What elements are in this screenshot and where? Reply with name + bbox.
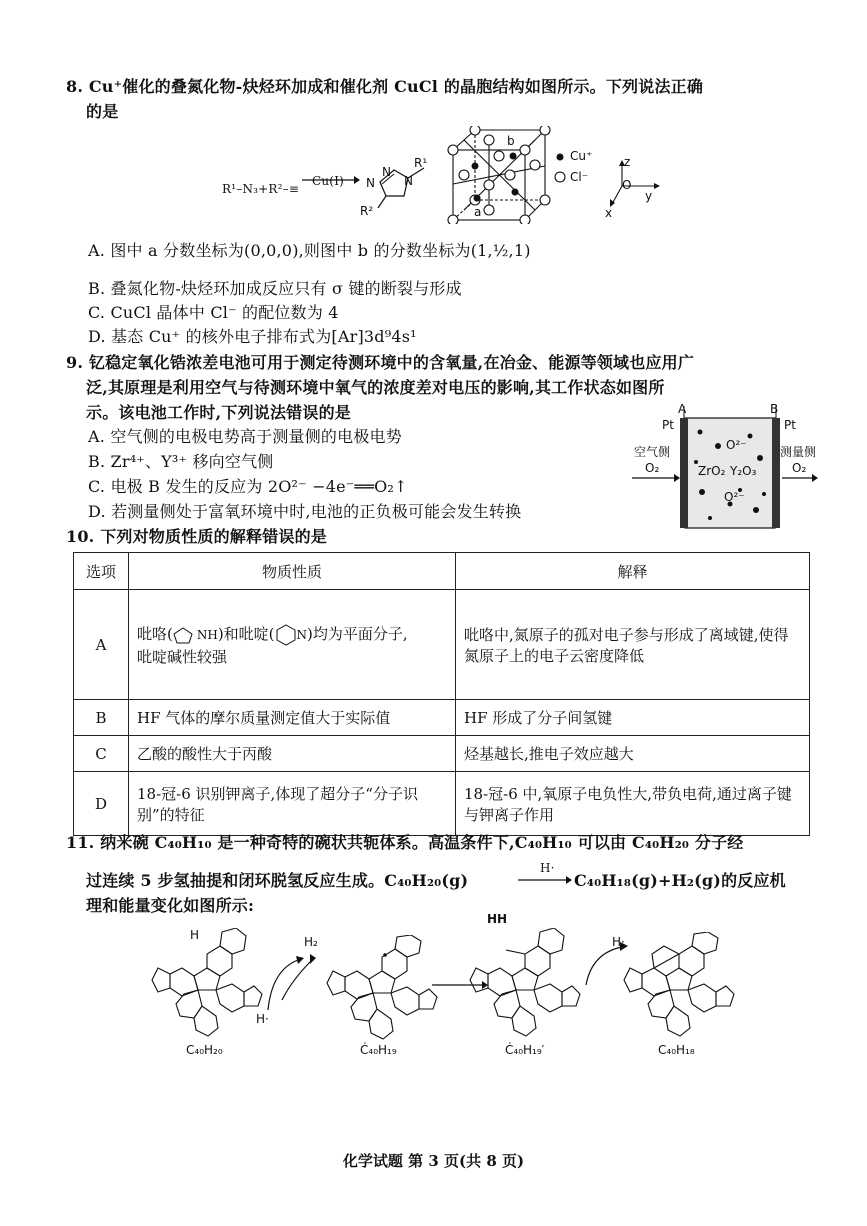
row-a-explanation: 吡咯中,氮原子的孤对电子参与形成了离域键,使得氮原子上的电子云密度降低 (456, 590, 810, 700)
q8-option-d: D. 基态 Cu⁺ 的核外电子排布式为[Ar]3d⁹4s¹ (88, 327, 417, 346)
pyrrole-ring-icon (173, 626, 197, 644)
q9-electrode-b: B (770, 402, 779, 416)
table-header-row (74, 553, 810, 590)
q8-triazole-n2: N (382, 165, 391, 179)
q11-stem-arrow-label: H· (540, 861, 555, 875)
q8-axis-o: O (622, 178, 632, 192)
page-footer: 化学试题 第 3 页(共 8 页) (342, 1152, 525, 1170)
q8-axis-y: y (645, 189, 653, 203)
row-a-prop-b: )和吡啶( (217, 624, 275, 643)
molecule-c40h20 (150, 928, 265, 1040)
molecule-c40h19-prime (468, 928, 583, 1040)
q8-cell-b-label: b (507, 134, 515, 148)
q8-stem-line2: 的是 (86, 102, 119, 121)
q9-o2-right: O₂ (792, 461, 807, 475)
q8-reaction-reactants: R¹–N₃+R²–≡ (222, 182, 300, 196)
row-a-prop-c: )均为平面分子, (307, 624, 408, 643)
row-b-option: B (74, 700, 129, 736)
h2-label: H₂ (304, 935, 318, 949)
table-row (74, 772, 810, 836)
row-a-prop-a: 吡咯( (137, 624, 173, 643)
q9-pt-left: Pt (662, 418, 674, 432)
row-c-option: C (74, 736, 129, 772)
row-b-explanation: HF 形成了分子间氢键 (456, 700, 810, 736)
q8-stem-line1: 8. Cu⁺催化的叠氮化物-炔烃环加成和催化剂 CuCl 的晶胞结构如图所示。下列说法正确 (66, 77, 704, 96)
q9-stem-line2: 泛,其原理是利用空气与待测环境中氧气的浓度差对电压的影响,其工作状态如图所 (86, 378, 665, 397)
q8-axis-x: x (605, 206, 613, 220)
row-a-prop-n: N (296, 627, 308, 642)
q8-legend-markers (554, 150, 568, 186)
q8-triazole-n3: N (404, 174, 413, 188)
q9-zro2: ZrO₂ (698, 464, 726, 478)
q9-pt-right: Pt (784, 418, 796, 432)
row-a-property (129, 590, 456, 700)
q9-o2minus-bottom: O²⁻ (724, 490, 745, 504)
q9-y2o3: Y₂O₃ (730, 464, 757, 478)
q8-option-b: B. 叠氮化物-炔烃环加成反应只有 σ 键的断裂与形成 (88, 279, 462, 298)
row-a-prop-line2: 吡啶碱性较强 (137, 647, 228, 666)
step1-curved-arrows (262, 940, 322, 1020)
q9-o2-left: O₂ (645, 461, 660, 475)
q11-stem-line2a: 过连续 5 步氢抽提和闭环脱氢反应生成。C₄₀H₂₀(g) (86, 871, 469, 890)
table-row (74, 700, 810, 736)
molecule-c40h19 (325, 935, 440, 1043)
q9-option-b: B. Zr⁴⁺、Y³⁺ 移向空气侧 (88, 452, 274, 471)
q8-product-r1: R¹ (414, 156, 428, 170)
row-c-property: 乙酸的酸性大于丙酸 (129, 736, 456, 772)
q9-option-d: D. 若测量侧处于富氧环境中时,电池的正负极可能会发生转换 (88, 502, 522, 521)
q8-option-c: C. CuCl 晶体中 Cl⁻ 的配位数为 4 (88, 303, 339, 322)
q10-stem: 10. 下列对物质性质的解释错误的是 (66, 527, 328, 546)
q8-legend-cl: Cl⁻ (570, 170, 589, 184)
q9-electrode-a: A (678, 402, 687, 416)
pyridine-ring-icon (275, 624, 297, 646)
q9-air-side: 空气侧 (634, 445, 671, 459)
row-c-explanation: 烃基越长,推电子效应越大 (456, 736, 810, 772)
m1-label: C₄₀H₂₀ (186, 1043, 223, 1057)
q9-stem-line3: 示。该电池工作时,下列说法错误的是 (86, 403, 351, 422)
q8-product-r2: R² (360, 204, 374, 218)
table-row (74, 590, 810, 700)
h-dot-in-label: H· (256, 1012, 269, 1026)
row-d-explanation: 18-冠-6 中,氧原子电负性大,带负电荷,通过离子键与钾离子作用 (456, 772, 810, 836)
row-d-property: 18-冠-6 识别钾离子,体现了超分子“分子识别”的特征 (129, 772, 456, 836)
q9-option-c: C. 电极 B 发生的反应为 2O²⁻ −4e⁻══O₂↑ (88, 477, 408, 496)
q11-stem-line3: 理和能量变化如图所示: (86, 896, 255, 915)
q8-catalyst-label: Cu(Ⅰ) (312, 174, 345, 188)
q8-legend-cu: Cu⁺ (570, 149, 593, 163)
q8-cell-a-label: a (474, 205, 482, 219)
m2-label: Ċ₄₀H₁₉ (360, 1043, 397, 1057)
m3-hh-label: HH (487, 912, 508, 926)
header-option: 选项 (74, 553, 129, 590)
h-dot-out-label: H· (612, 935, 625, 949)
q9-stem-line1: 9. 钇稳定氧化锆浓差电池可用于测定待测环境中的含氧量,在冶金、能源等领域也应用广 (66, 353, 695, 372)
q9-o2minus-top: O²⁻ (726, 438, 747, 452)
q9-option-a: A. 空气侧的电极电势高于测量侧的电极电势 (88, 427, 402, 446)
q10-table (73, 552, 810, 836)
q11-stem-line1: 11. 纳米碗 C₄₀H₁₀ 是一种奇特的碗状共轭体系。高温条件下,C₄₀H₁₀ 可以由 C₄₀H₂₀ 分子经 (66, 833, 744, 852)
q8-triazole-n1: N (366, 176, 375, 190)
q9-measure-side: 测量侧 (780, 445, 817, 459)
row-d-option: D (74, 772, 129, 836)
molecule-c40h18 (622, 932, 737, 1040)
q8-cucl-unit-cell (447, 126, 551, 224)
row-a-option: A (74, 590, 129, 700)
header-explanation: 解释 (456, 553, 810, 590)
q8-reaction-arrow (300, 172, 360, 186)
q8-option-a: A. 图中 a 分数坐标为(0,0,0),则图中 b 的分数坐标为(1,½,1) (88, 241, 531, 260)
q8-axis-z: z (624, 155, 631, 169)
header-property: 物质性质 (129, 553, 456, 590)
m4-label: C₄₀H₁₈ (658, 1043, 695, 1057)
table-row (74, 736, 810, 772)
q8-coordinate-axes (606, 158, 666, 218)
q11-stem-line2b: C₄₀H₁₈(g)+H₂(g)的反应机 (574, 871, 786, 890)
row-b-property: HF 气体的摩尔质量测定值大于实际值 (129, 700, 456, 736)
m1-h-label: H (190, 928, 200, 942)
q11-stem-arrow (516, 872, 572, 886)
m3-label: Ċ₄₀H₁₉′ (505, 1043, 545, 1057)
row-a-prop-nh: NH (196, 627, 218, 642)
